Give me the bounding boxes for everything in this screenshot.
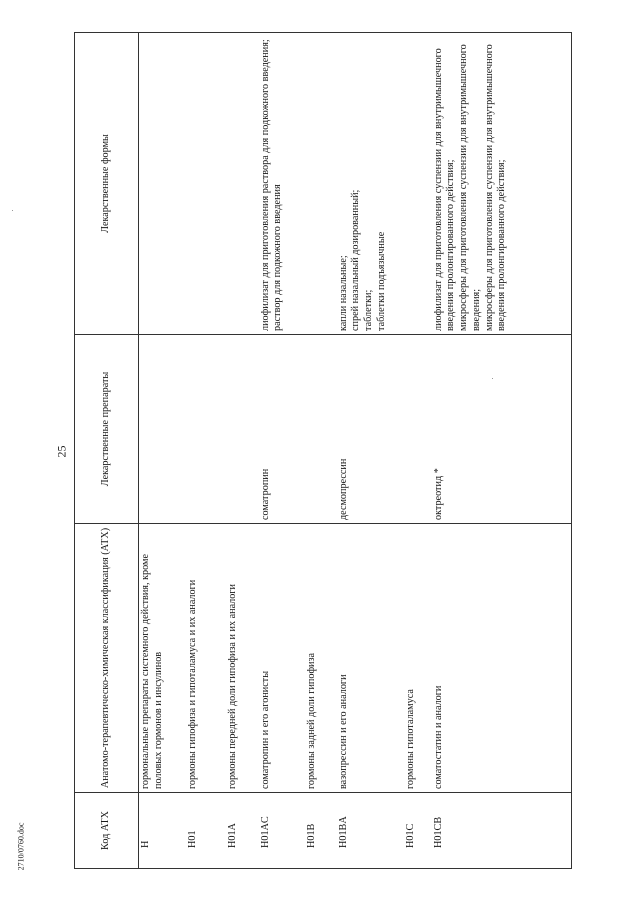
atc-classification: гормоны задней доли гипофиза [305, 524, 337, 793]
header-classification: Анатомо-терапевтическо-химическая классификация (АТХ) [75, 524, 139, 793]
table-row [432, 33, 572, 869]
atc-code: H01BA [337, 793, 404, 869]
header-forms: Лекарственные формы [75, 33, 139, 335]
drug-name [404, 335, 432, 524]
dosage-form: микросферы для приготовления суспензии для внутримышечного введения пролонгированного действия; [483, 44, 508, 331]
dosage-form: спрей назальный дозированный; [350, 189, 362, 331]
dosage-form: лиофилизат для приготовления раствора для подкожного введения; [259, 39, 271, 331]
atc-code: H01B [305, 793, 337, 869]
drug-name: октреотид * [432, 335, 572, 524]
drug-name [305, 335, 337, 524]
document-footer: 2710/0760.doc [16, 822, 26, 871]
atc-code: H01A [226, 793, 259, 869]
dosage-forms [226, 33, 259, 335]
dosage-forms [337, 33, 404, 335]
dosage-form: раствор для подкожного введения [272, 184, 284, 331]
dosage-form: таблетки; [363, 289, 374, 331]
table-row [305, 33, 337, 869]
dosage-forms [404, 33, 432, 335]
atc-classification: соматропин и его агонисты [259, 524, 305, 793]
atc-classification: гормональные препараты системного действия, кроме половых гормонов и инсулинов [139, 524, 186, 793]
drug-name [139, 335, 186, 524]
atc-classification: гормоны передней доли гипофиза и их аналоги [226, 524, 259, 793]
rotated-table-container [74, 33, 571, 869]
table-row [259, 33, 305, 869]
atc-code: H01CB [432, 793, 572, 869]
drug-name: соматропин [259, 335, 305, 524]
atc-classification: вазопрессин и его аналоги [337, 524, 404, 793]
table-row [404, 33, 432, 869]
atc-code: H01C [404, 793, 432, 869]
dosage-form: лиофилизат для приготовления суспензии для внутримышечного введения пролонгированного действия; [432, 48, 457, 331]
scan-speck [12, 210, 13, 211]
drug-name [186, 335, 226, 524]
header-drugs: Лекарственные препараты [75, 335, 139, 524]
atc-classification: гормоны гипофиза и гипоталамуса и их аналоги [186, 524, 226, 793]
dosage-form: микросферы для приготовления суспензии для внутримышечного введения; [458, 44, 482, 331]
atc-code: H [139, 793, 186, 869]
dosage-forms [186, 33, 226, 335]
page-number: 25 [54, 445, 69, 458]
dosage-forms [259, 33, 305, 335]
atc-classification: гормоны гипоталамуса [404, 524, 432, 793]
dosage-forms [305, 33, 337, 335]
drug-name [226, 335, 259, 524]
atc-code: H01 [186, 793, 226, 869]
table-row [139, 33, 186, 869]
header-code: Код АТХ [75, 793, 139, 869]
dosage-form: капли назальные; [337, 255, 349, 331]
table-row [186, 33, 226, 869]
table-row [337, 33, 404, 869]
dosage-form: таблетки подъязычные [375, 231, 387, 331]
table-row [226, 33, 259, 869]
atc-classification: соматостатин и аналоги [432, 524, 572, 793]
atc-code: H01AC [259, 793, 305, 869]
dosage-forms [432, 33, 572, 335]
table-header-row [75, 33, 139, 869]
dosage-forms [139, 33, 186, 335]
drug-name: десмопрессин [337, 335, 404, 524]
atc-table [74, 32, 572, 869]
